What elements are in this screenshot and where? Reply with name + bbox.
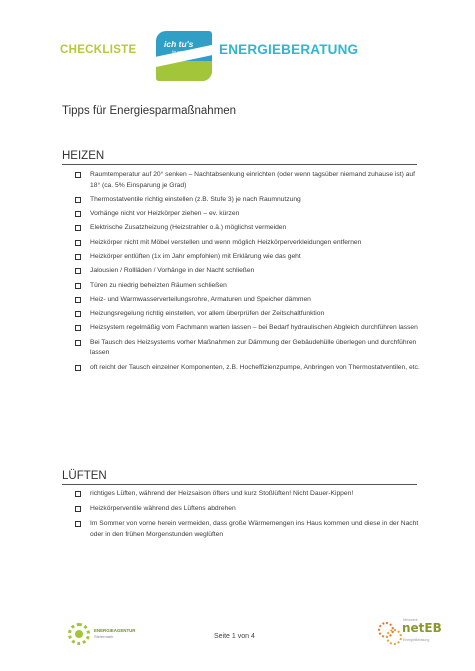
checkbox-icon[interactable]	[75, 240, 81, 246]
checklist-item-text: Im Sommer von vorne herein vermeiden, dass große Wärmemengen ins Haus kommen und diese in der Nacht oder in den frühen Morgenstunden weglüften	[90, 520, 419, 538]
checklist-item-text: Raumtemperatur auf 20° senken – Nachtabsenkung einrichten (oder wenn tagsüber niemand zuhause ist) auf 18° (ca. 5% Einsparung je Grad)	[90, 171, 415, 189]
checklist-item	[62, 489, 422, 500]
checkbox-icon[interactable]	[75, 254, 81, 260]
checkbox-icon[interactable]	[75, 283, 81, 289]
energieagentur-logo-line2: Steiermark	[94, 634, 114, 639]
checklist-item-text: oft reicht der Tausch einzelner Komponenten, z.B. Hocheffizienzpumpe, Anbringen von Thermostatventilen, etc.	[90, 363, 420, 371]
checklist-item	[62, 238, 422, 249]
checklist-item	[62, 223, 422, 234]
section-heading-heizen: HEIZEN	[62, 150, 105, 162]
checklist-item	[62, 266, 422, 277]
checklist-item	[62, 281, 422, 292]
neteb-logo-subtext: EnergieBeratung	[403, 638, 430, 642]
checklist-item-text: Thermostatventile richtig einstellen (z.B. Stufe 3) je nach Raumnutzung	[90, 195, 301, 203]
checkbox-icon[interactable]	[75, 311, 81, 317]
checklist-item-text: Heizkörper nicht mit Möbel verstellen und wenn möglich Heizkörperverkleidungen entfernen	[90, 238, 362, 246]
checkbox-icon[interactable]	[75, 268, 81, 274]
checkbox-icon[interactable]	[75, 491, 81, 497]
checklist-item-text: Bei Tausch des Heizsystems vorher Maßnahmen zur Dämmung der Gebäudehülle überlegen und durchführen lassen	[90, 338, 417, 357]
energieagentur-logo	[68, 623, 138, 649]
checklist-item	[62, 519, 422, 540]
header	[0, 28, 475, 80]
neteb-logo	[378, 615, 442, 651]
checklist-item-text: richtiges Lüften, während der Heizsaison öfters und kurz Stoßlüften! Nicht Dauer-Kippen!	[90, 490, 354, 497]
section-divider	[62, 484, 417, 485]
checkbox-icon[interactable]	[75, 365, 81, 371]
energieagentur-core-icon	[75, 630, 83, 638]
checklist-item	[62, 323, 422, 334]
neteb-logo-small: Netzwerk	[403, 618, 418, 622]
neteb-logo-text: netEB	[402, 621, 442, 635]
checklist-item-text: Heizungsregelung richtig einstellen, vor allem überprüfen der Zeitschaltfunktion	[90, 310, 325, 318]
neteb-circle-icon	[386, 629, 402, 645]
checklist-item	[62, 338, 422, 359]
checkbox-icon[interactable]	[75, 172, 81, 178]
checkbox-icon[interactable]	[75, 225, 81, 231]
ich-tus-logo	[156, 31, 212, 81]
checklist-item-text: Heizkörperventile während des Lüftens abdrehen	[90, 505, 236, 512]
checkbox-icon[interactable]	[75, 521, 81, 527]
logo-text: ich tu's	[164, 39, 194, 49]
checklist-item	[62, 170, 422, 191]
checklist-item	[62, 252, 422, 263]
checklist-item	[62, 309, 422, 320]
checkbox-icon[interactable]	[75, 297, 81, 303]
checkliste-title: CHECKLISTE	[60, 44, 137, 56]
checkbox-icon[interactable]	[75, 211, 81, 217]
checklist-heizen	[62, 170, 422, 377]
checklist-item-text: Heizkörper entlüften (1x im Jahr empfohlen) mit Erklärung wie das geht	[90, 252, 301, 260]
checklist-item	[62, 295, 422, 306]
checklist-item	[62, 195, 422, 206]
document-title: Tipps für Energiesparmaßnahmen	[62, 105, 237, 117]
checkbox-icon[interactable]	[75, 340, 81, 346]
section-heading-lueften: LÜFTEN	[62, 470, 107, 482]
checkbox-icon[interactable]	[75, 197, 81, 203]
logo-subtext: für unsere Zukunft	[172, 50, 201, 54]
checklist-item-text: Elektrische Zusatzheizung (Heizstrahler o.ä.) möglichst vermeiden	[90, 224, 287, 232]
checklist-item-text: Vorhänge nicht vor Heizkörper ziehen – ev. kürzen	[90, 210, 240, 218]
checklist-item	[62, 363, 422, 374]
checklist-item-text: Türen zu niedrig beheizten Räumen schließen	[90, 281, 227, 289]
checklist-lueften	[62, 489, 422, 545]
checklist-item	[62, 504, 422, 515]
checklist-item-text: Heiz- und Warmwasserverteilungsrohre, Armaturen und Speicher dämmen	[90, 295, 311, 303]
energieberatung-title: ENERGIEBERATUNG	[219, 42, 359, 57]
checklist-item-text: Heizsystem regelmäßig vom Fachmann warten lassen – bei Bedarf hydraulischen Abgleich durchführen lassen	[90, 324, 418, 332]
page-number: Seite 1 von 4	[214, 633, 255, 640]
energieagentur-logo-line1: ENERGIEAGENTUR	[94, 628, 136, 633]
checkbox-icon[interactable]	[75, 325, 81, 331]
checklist-item	[62, 209, 422, 220]
checkbox-icon[interactable]	[75, 506, 81, 512]
checklist-item-text: Jalousien / Rollläden / Vorhänge in der Nacht schließen	[90, 267, 255, 275]
section-divider	[62, 164, 417, 165]
